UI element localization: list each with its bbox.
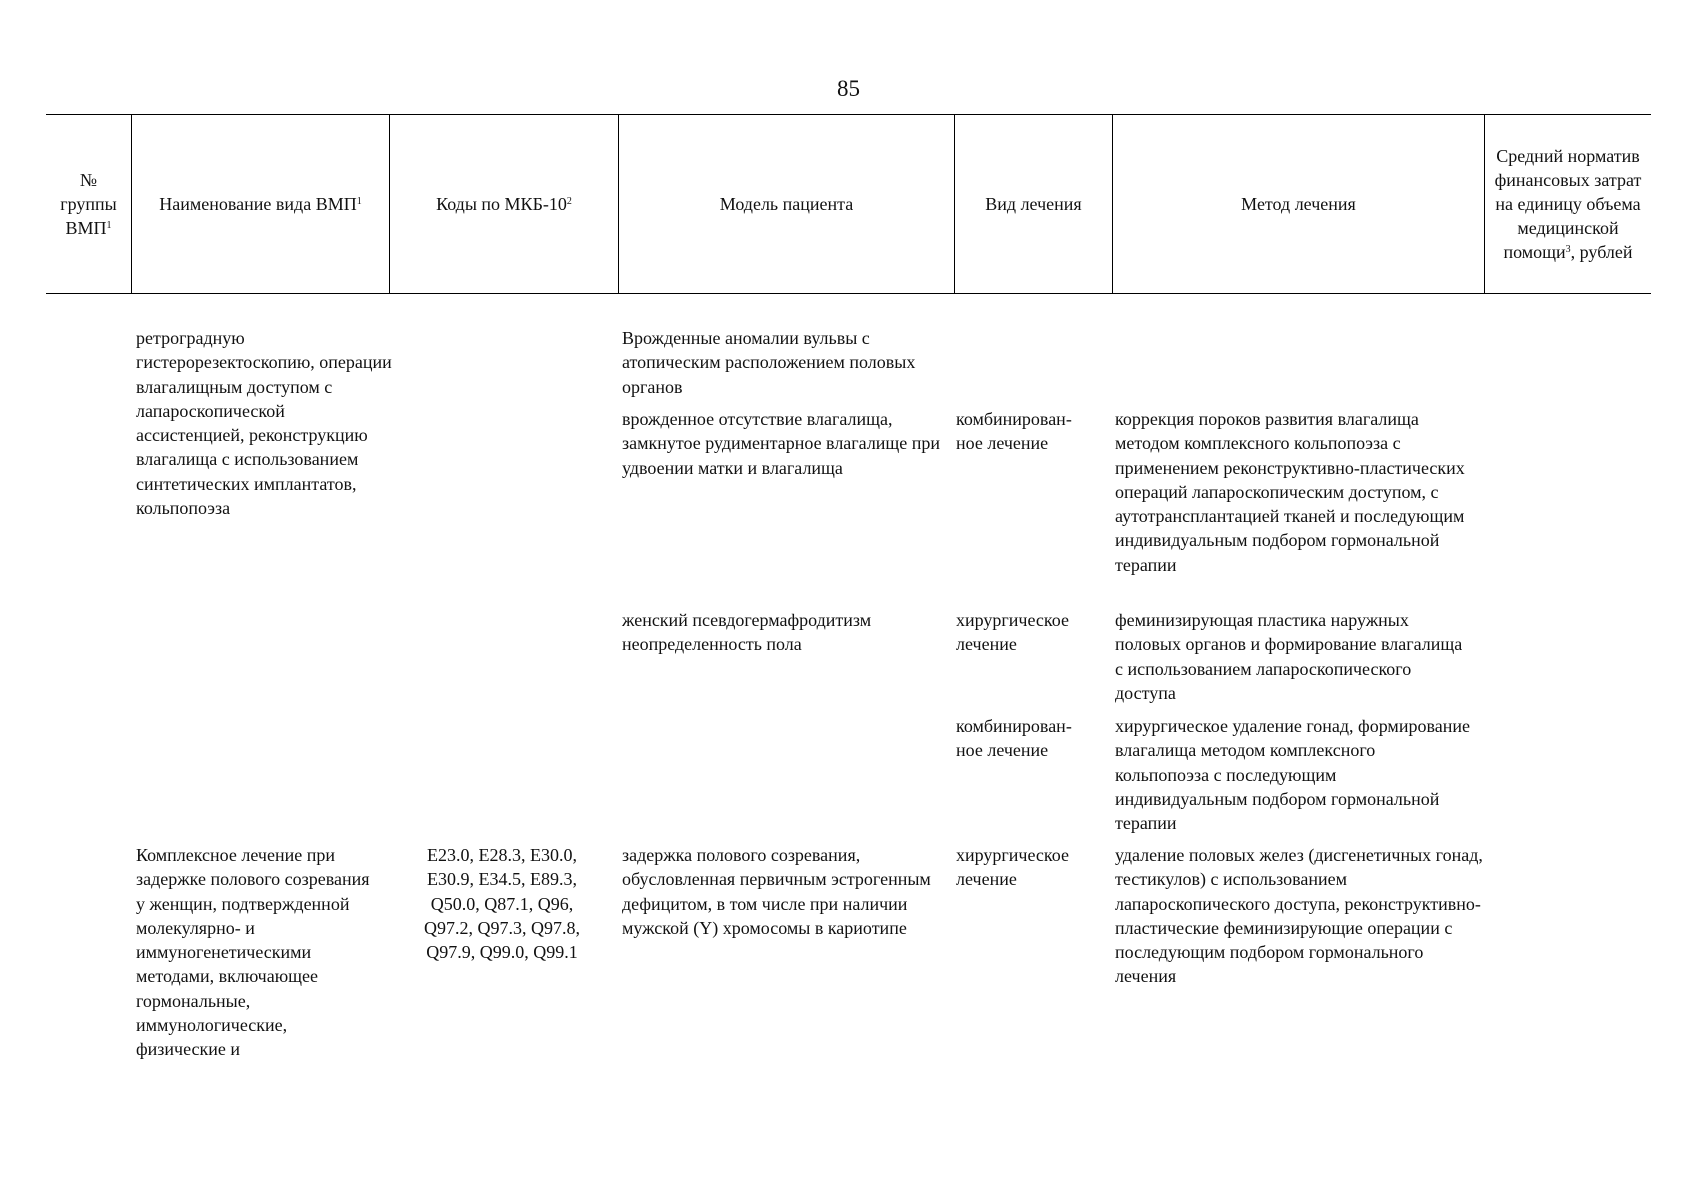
cell-treatment-type: хирургическое лечение xyxy=(956,610,1069,655)
cell-treatment-method: удаление половых желез (дисгенетичных гонад, тестикулов) с использованием лапароскопического доступа, реконструктивно-пластические феминизирующие операции с последующим подбором гормонального лечения xyxy=(1115,845,1483,987)
cell-patient-model: Врожденные аномалии вульвы с атопическим расположением половых органов xyxy=(622,328,916,397)
header-mkb-codes: Коды по МКБ-$10^2$ xyxy=(436,194,572,214)
table-header xyxy=(46,114,1651,294)
cell-vmp-name: Комплексное лечение при задержке полового созревания у женщин, подтвержденной молекулярно- и иммуногенетическими методами, включающее гормональные, иммунологические, физические и xyxy=(136,845,370,1060)
cell-patient-model: женский псевдогермафродитизм неопределенность пола xyxy=(622,610,872,655)
cell-treatment-method: коррекция пороков развития влагалища методом комплексного кольпопоэза с применением реконструктивно-пластических операций лапароскопическим доступом, с аутотрансплантацией тканей и последующим индивидуальным подбором гормональной терапии xyxy=(1115,409,1465,575)
cell-mkb-codes: E23.0, E28.3, E30.0, E30.9, E34.5, E89.3, Q50.0, Q87.1, Q96, Q97.2, Q97.3, Q97.8, Q97.9, Q99.0, Q99.1 xyxy=(424,845,580,963)
header-patient-model: Модель пациента xyxy=(719,194,854,214)
cell-treatment-type: хирургическое лечение xyxy=(956,845,1069,890)
header-average-cost: Средний норматив финансовых затрат на единицу объема медицинской помощи$^3$, рублей xyxy=(1494,146,1642,262)
page-number: 85 xyxy=(837,76,860,101)
header-treatment-method: Метод лечения xyxy=(1241,194,1356,214)
header-treatment-type: Вид лечения xyxy=(985,194,1082,214)
cell-treatment-method: хирургическое удаление гонад, формирование влагалища методом комплексного кольпопоэза с последующим индивидуальным подбором гормональной терапии xyxy=(1115,716,1470,834)
cell-patient-model: задержка полового созревания, обусловленная первичным эстрогенным дефицитом, в том числе при наличии мужской (Y) хромосомы в кариотипе xyxy=(622,845,931,938)
header-vmp-name: Наименование вида ВМП$^1$ xyxy=(159,194,362,214)
header-group-no: № группы ВМП$^1$ xyxy=(60,170,117,238)
cell-vmp-name: ретроградную гистерорезектоскопию, операции влагалищным доступом с лапароскопической ассистенцией, реконструкцию влагалища с использованием синтетических имплантатов, кольпопоэза xyxy=(136,328,392,519)
cell-treatment-type: комбинирован-ное лечение xyxy=(956,716,1072,761)
cell-treatment-type: комбинирован-ное лечение xyxy=(956,409,1072,454)
cell-treatment-method: феминизирующая пластика наружных половых органов и формирование влагалища с использованием лапароскопического доступа xyxy=(1115,610,1463,703)
cell-patient-model: врожденное отсутствие влагалища, замкнутое рудиментарное влагалище при удвоении матки и влагалища xyxy=(622,409,941,478)
